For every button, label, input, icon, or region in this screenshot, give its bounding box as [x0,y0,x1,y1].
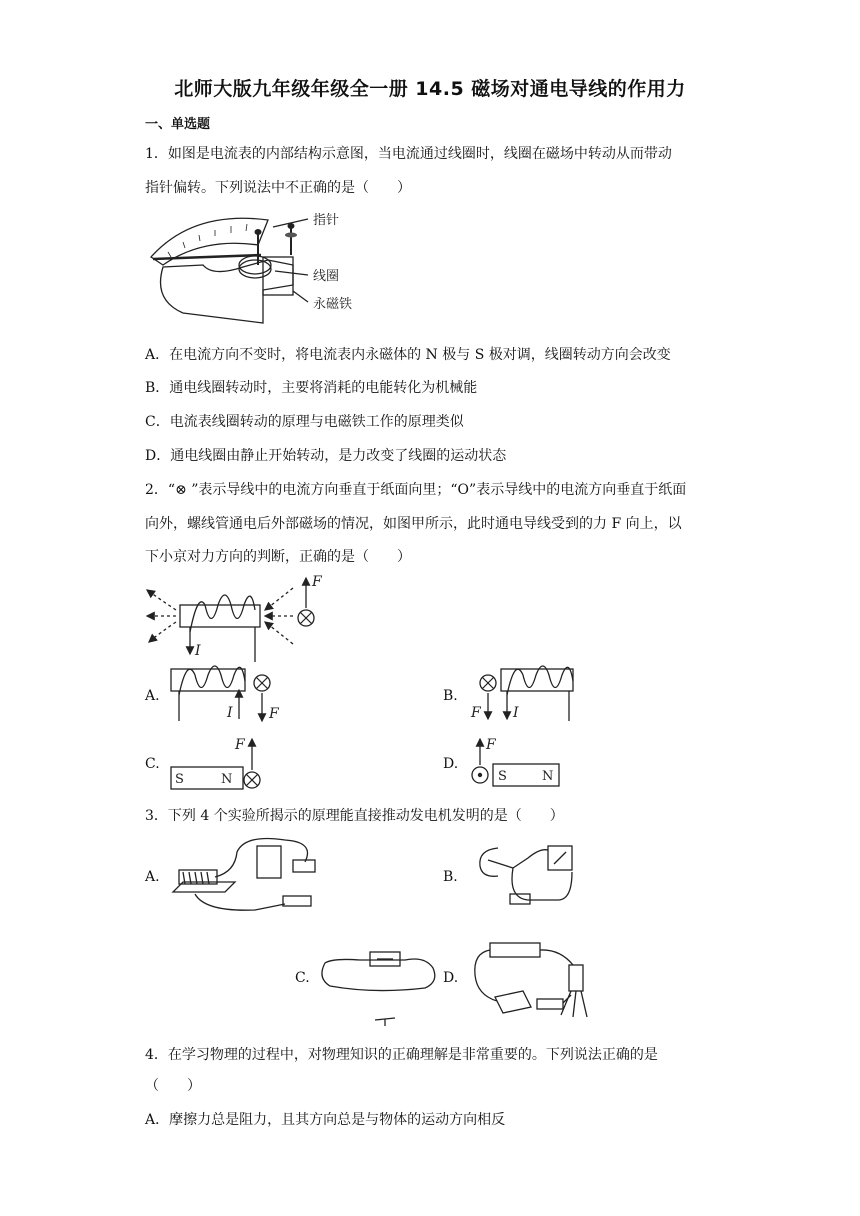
q3-option-c-figure [315,938,445,1030]
d-force-label: F [486,737,496,753]
q1-option-b: B．通电线圈转动时，主要将消耗的电能转化为机械能 [145,380,478,396]
coil [239,260,271,278]
b-current-label: I [513,705,519,721]
a-current-label: I [227,705,233,721]
ammeter-diagram [143,205,373,327]
q2-option-d-figure [465,733,575,793]
section-heading: 一、单选题 [145,117,211,132]
q2-option-a-label: A. [145,688,160,704]
q1-option-c: C．电流表线圈转动的原理与电磁铁工作的原理类似 [145,414,464,430]
dial-ticks [168,224,247,257]
q1-option-a: A．在电流方向不变时，将电流表内永磁体的 N 极与 S 极对调，线圈转动方向会改变 [145,347,671,363]
q3-option-a-label: A. [145,869,160,885]
q3-option-b-label: B. [443,869,458,885]
b-force-label: F [471,705,481,721]
q3-option-d-label: D. [443,970,459,986]
q2-stem-line2: 向外，螺线管通电后外部磁场的情况，如图甲所示，此时通电导线受到的力 F 向上，以 [145,516,682,532]
q2-option-a-figure [165,665,295,730]
permanent-magnet-body [161,260,294,323]
q2-stem-line1: 2．“⊗ ”表示导线中的电流方向垂直于纸面向里；“O”表示导线中的电流方向垂直于纸面 [145,482,687,498]
q1-option-d: D．通电线圈由静止开始转动，是力改变了线圈的运动状态 [145,448,507,464]
q2-option-d-label: D. [443,756,459,772]
q4-option-a: A．摩擦力总是阻力，且其方向总是与物体的运动方向相反 [145,1112,506,1128]
q2-option-b-figure [465,665,585,730]
q2-option-c-label: C. [145,756,160,772]
q2-option-b-label: B. [443,688,458,704]
current-label-i: I [195,643,201,659]
page-title: 北师大版九年级年级全一册 14.5 磁场对通电导线的作用力 [174,78,686,100]
label-coil: 线圈 [313,269,340,284]
c-force-label: F [235,737,245,753]
d-magnet-s: S [498,769,507,784]
d-magnet-n: N [542,769,554,784]
q4-stem-line1: 4．在学习物理的过程中，对物理知识的正确理解是非常重要的。下列说法正确的是 [145,1047,658,1063]
q1-stem-line1: 1．如图是电流表的内部结构示意图，当电流通过线圈时，线圈在磁场中转动从而带动 [145,146,672,162]
q3-option-c-label: C. [295,970,310,986]
q3-option-a-figure [165,832,325,917]
q3-option-b-figure [468,838,588,913]
a-force-label: F [269,706,279,722]
q1-stem-line2: 指针偏转。下列说法中不正确的是（ ） [145,180,411,196]
c-magnet-s: S [175,772,184,787]
q3-option-d-figure [465,935,590,1027]
label-pointer: 指针 [313,213,340,228]
c-magnet-n: N [221,772,233,787]
force-label-f: F [312,574,322,590]
q3-stem: 3．下列 4 个实验所揭示的原理能直接推动发电机发明的是（ ） [145,808,564,824]
solenoid-figure [143,570,333,665]
q2-option-c-figure [165,733,275,793]
q4-stem-line2: （ ） [145,1078,201,1094]
label-magnet: 永磁铁 [313,297,353,312]
q2-stem-line3: 下小京对力方向的判断，正确的是（ ） [145,549,411,565]
